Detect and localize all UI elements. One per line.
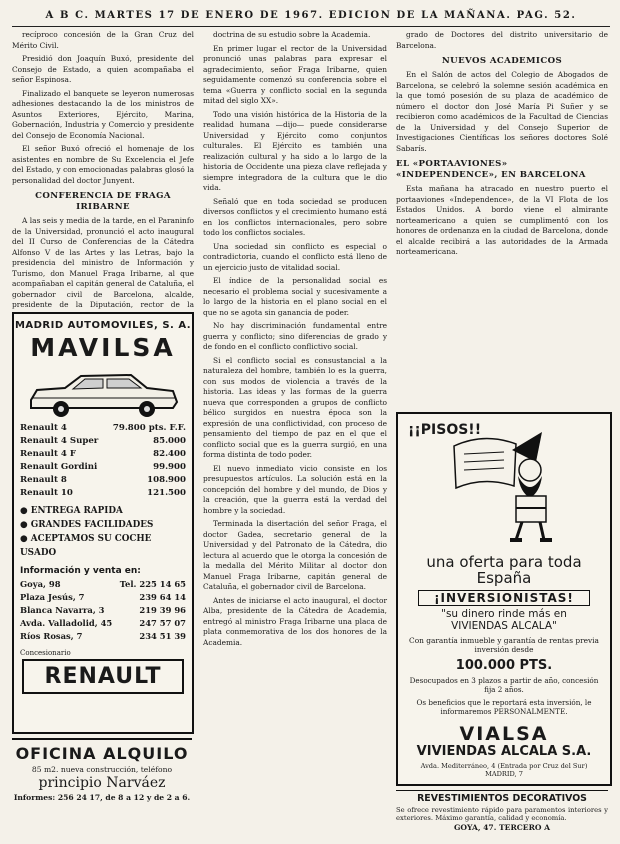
slogan (398, 608, 610, 632)
revestimientos-ad (396, 790, 608, 839)
pisos-headline: ¡¡PISOS!! (408, 422, 482, 438)
section-title: NUEVOS ACADEMICOS (441, 56, 563, 66)
amount: 100.000 PTS. (455, 658, 553, 673)
paragraph: En el Salón de actos del Colegio de Abogados de Barcelona, se celebró la solemne sesión académica en la que tomó posesión de su plaza de académico de número el doctor don José María Pi Suñer y se recibieron como académicos de la Facultad de Ciencias de la Universidad y del Consejo Superior de Investigaciones Científicas los señores doctores Solé Sabarís. (396, 70, 608, 153)
revest-title: REVESTIMIENTOS DECORATIVOS (417, 793, 587, 804)
paragraph: Finalizado el banquete se leyeron numerosas adhesiones destacando la de los ministros de Asuntos Exteriores, Ejército, Marina, Gobernación, Industria y Comercio y presidente del Consejo de Economía Nacional. (12, 88, 194, 140)
offer-line: España (476, 569, 532, 587)
slogan-line: VIVIENDAS ALCALA" (451, 620, 557, 632)
bullet-item: ● ENTREGA RAPIDA (20, 506, 123, 516)
section-title: EL «PORTAAVIONES» «INDEPENDENCE», EN BARCELONA (396, 159, 586, 180)
phone: 239 64 14 (139, 592, 186, 602)
offer-line: una oferta para toda (426, 553, 582, 571)
paragraph: Terminada la disertación del señor Fraga, el doctor Gadea, secretario general de la Universidad y del Patronato de la Cátedra, dio lectura al acuerdo que le otorga la concesión de la medalla del Mérito Militar al doctor don Manuel Fraga Iribarne, capitán general de Cataluña, el gobernador civil de Barcelona. (203, 519, 387, 591)
paragraph: Señaló que en toda sociedad se producen diversos conflictos y el crecimiento humano está en los conflictos internacionales, pero sobre todo los conflictos sociales. (203, 196, 387, 237)
oficina-location: principio Narváez (38, 775, 166, 791)
bullet-text: ACEPTAMOS SU COCHE USADO (20, 534, 152, 558)
logo-top-text: VIALSA (459, 723, 549, 745)
guarantee-text: Con garantía inmueble y garantía de rentas previa inversión desde (409, 636, 599, 654)
address-row (20, 591, 186, 604)
address-list (14, 578, 192, 643)
invest-title: ¡INVERSIONISTAS! (418, 590, 590, 606)
paragraph: No hay discriminación fundamental entre guerra y conflicto; sino diferencias de grado y de fondo en el conflicto conflictivo social. (203, 321, 387, 351)
bullet-text: ENTREGA RAPIDA (30, 506, 123, 516)
address-row (20, 630, 186, 643)
model-name: Renault 8 (20, 475, 67, 485)
bullet-text: GRANDES FACILIDADES (30, 520, 154, 530)
address: Ríos Rosas, 7 (20, 631, 83, 641)
paragraph: Presidió don Joaquín Buxó, presidente del Consejo de Estado, a quien acompañaba el señor Espinosa. (12, 54, 194, 84)
address: Avda. Valladolid, 45 (20, 618, 113, 628)
slogan-line: "su dinero rinde más en (441, 608, 567, 620)
model-price: 108.900 (147, 475, 186, 485)
price-row (20, 448, 186, 461)
price-row (20, 461, 186, 474)
bullet-item: ● ACEPTAMOS SU COCHE USADO (20, 534, 152, 558)
model-name: Renault 10 (20, 488, 73, 498)
gnome-illustration (444, 428, 564, 546)
model-name: Renault 4 (20, 423, 67, 433)
price-row (20, 422, 186, 435)
car-illustration (23, 366, 183, 420)
revest-desc: Se ofrece revestimiento rápido para paramentos interiores y exteriores. Máximo garantía, calidad y economía. (396, 806, 608, 822)
column-2-text (203, 30, 387, 838)
offer-text (398, 554, 610, 586)
mavilsa-ad (12, 312, 194, 734)
renault-logo: RENAULT (22, 659, 184, 694)
oficina-info: Informes: 256 24 17, de 8 a 12 y de 2 a 6. (13, 793, 191, 802)
model-price: 121.500 (147, 488, 186, 498)
brand-name: MAVILSA (30, 333, 176, 362)
section-title (12, 191, 194, 213)
paragraph: A las seis y media de la tarde, en el Paraninfo de la Universidad, pronunció el acto inaugural del II Curso de Conferencias de la Cátedra Alfonso V de las Artes y las Letras, bajo la presidencia del ministro de Información y Turismo, don Manuel Fraga Iribarne, al que acompañaban el capitán general de Cataluña, el gobernador civil de Barcelona, alcalde, presidente de la Diputación, rector de la (12, 216, 194, 309)
paragraph: El señor Buxó ofreció el homenaje de los asistentes en nombre de Su Excelencia el Jefe del Estado, y con emocionadas palabras glosó la personalidad del doctor Junyent. (12, 144, 194, 185)
paragraph: grado de Doctores del distrito universitario de Barcelona. (396, 30, 608, 50)
info-title: Información y venta en: (20, 566, 141, 576)
address: Goya, 98 (20, 579, 61, 589)
revest-address: GOYA, 47. TERCERO A (453, 823, 551, 832)
paragraph: Esta mañana ha atracado en nuestro puerto el portaaviones «Independence», de la VI Flota de los Estados Unidos. A bordo viene el almirante norteamericano a quien se cumplimentó con los honores de ordenanza en la ciudad de Barcelona, donde el alcalde recibirá a las autoridades de la Armada norteamericana. (396, 184, 608, 256)
address: Plaza Jesús, 7 (20, 592, 85, 602)
paragraph: Todo una visión histórica de la Historia de la realidad humana —dijo— puede considerarse Universidad y Ejército como conjuntos culturales. El Ejército es también una realización cultural y ha sido a lo largo de la historia de Occidente una pieza clave reflejada y siempre integradora de la cultura que le dio vida. (203, 109, 387, 192)
address-text: Avda. Mediterráneo, 4 (Entrada por Cruz del Sur) MADRID, 7 (420, 762, 588, 778)
model-name: Renault 4 Super (20, 436, 99, 446)
model-price: 85.000 (153, 436, 186, 446)
invite-text: Os beneficios que le reportará esta inversión, le informaremos PERSONALMENTE. (416, 698, 592, 716)
price-row (20, 487, 186, 500)
section-title-line: CONFERENCIA DE FRAGA (35, 191, 171, 201)
company-name: MADRID AUTOMOVILES, S. A. (14, 320, 192, 331)
section-title-line: IRIBARNE (76, 202, 130, 212)
paragraph: El nuevo inmediato vicio consiste en los presupuestos artículos. La solución está en la concepción del hombre y del mundo, de Dios y la creación, que la guerra está la verdad del hombre y la sociedad. (203, 463, 387, 515)
paragraph: Si el conflicto social es consustancial a la naturaleza del hombre, también lo es la guerra, con sus modos de violencia a través de la historia. Las ideas y las formas de la guerra nueva que corresponden a grupos de conflicto bélico surgidos en nuestra época son la expresión de una conflictividad, con proceso de pensamiento del tiempo de paz en el que el conflicto social que es la guerra surgió, en una forma distinta de todo poder. (203, 355, 387, 459)
oficina-ad (12, 738, 192, 836)
address-row (20, 604, 186, 617)
model-name: Renault Gordini (20, 462, 98, 472)
paragraph: recíproco concesión de la Gran Cruz del Mérito Civil. (12, 30, 194, 50)
model-price: 99.900 (153, 462, 186, 472)
logo-bottom-text: VIVIENDAS ALCALA S.A. (416, 744, 592, 759)
page-header: A B C. MARTES 17 DE ENERO DE 1967. EDICION DE LA MAÑANA. PAG. 52. (12, 6, 610, 27)
paragraph: En primer lugar el rector de la Universidad pronunció unas palabras para expresar el agradecimiento, señor Fraga Iribarne, quien seguidamente comenzó su conferencia sobre el tema «Guerra y conflicto social en la segunda mitad del siglo XX». (203, 43, 387, 105)
price-list (14, 422, 192, 500)
price-row (20, 474, 186, 487)
bullet-item: ● GRANDES FACILIDADES (20, 520, 154, 530)
paragraph: doctrina de su estudio sobre la Academia. (213, 30, 371, 39)
terms-text: Desocupados en 3 plazos a partir de año, concesión fija 2 años. (409, 676, 599, 694)
address-row (20, 617, 186, 630)
dealer-label: Concesionario (20, 649, 71, 657)
address: Blanca Navarra, 3 (20, 605, 105, 615)
price-row (20, 435, 186, 448)
vialsa-logo (412, 724, 596, 759)
oficina-desc: 85 m2. nueva construcción, teléfono (31, 765, 173, 774)
oficina-title: OFICINA ALQUILO (15, 744, 189, 763)
phone: 219 39 96 (139, 605, 186, 615)
phone: 247 57 07 (139, 618, 186, 628)
paragraph: Antes de iniciarse el acto inaugural, el doctor Alba, presidente de la Cátedra de Academia, entregó al ministro Fraga Iribarne una placa de plata conmemorativa de los dos honores de la Academia. (203, 595, 387, 647)
paragraph: El índice de la personalidad social es necesario el problema social y sucesivamente a lo largo de la historia en el plano social en el que no se agota sin ganancia de poder. (203, 276, 387, 317)
paragraph: Una sociedad sin conflicto es especial o contradictoria, cuando el conflicto está lleno de un ejercicio justo de vitalidad social. (203, 241, 387, 272)
pisos-ad (396, 412, 612, 786)
model-name: Renault 4 F (20, 449, 76, 459)
bullet-list (14, 500, 192, 560)
model-price: 82.400 (153, 449, 186, 459)
address-row (20, 578, 186, 591)
column-1-text (12, 30, 194, 308)
column-3-text (396, 30, 608, 406)
phone: 234 51 39 (139, 631, 186, 641)
phone: Tel. 225 14 65 (119, 579, 186, 589)
model-price: 79.800 pts. F.F. (112, 423, 186, 433)
